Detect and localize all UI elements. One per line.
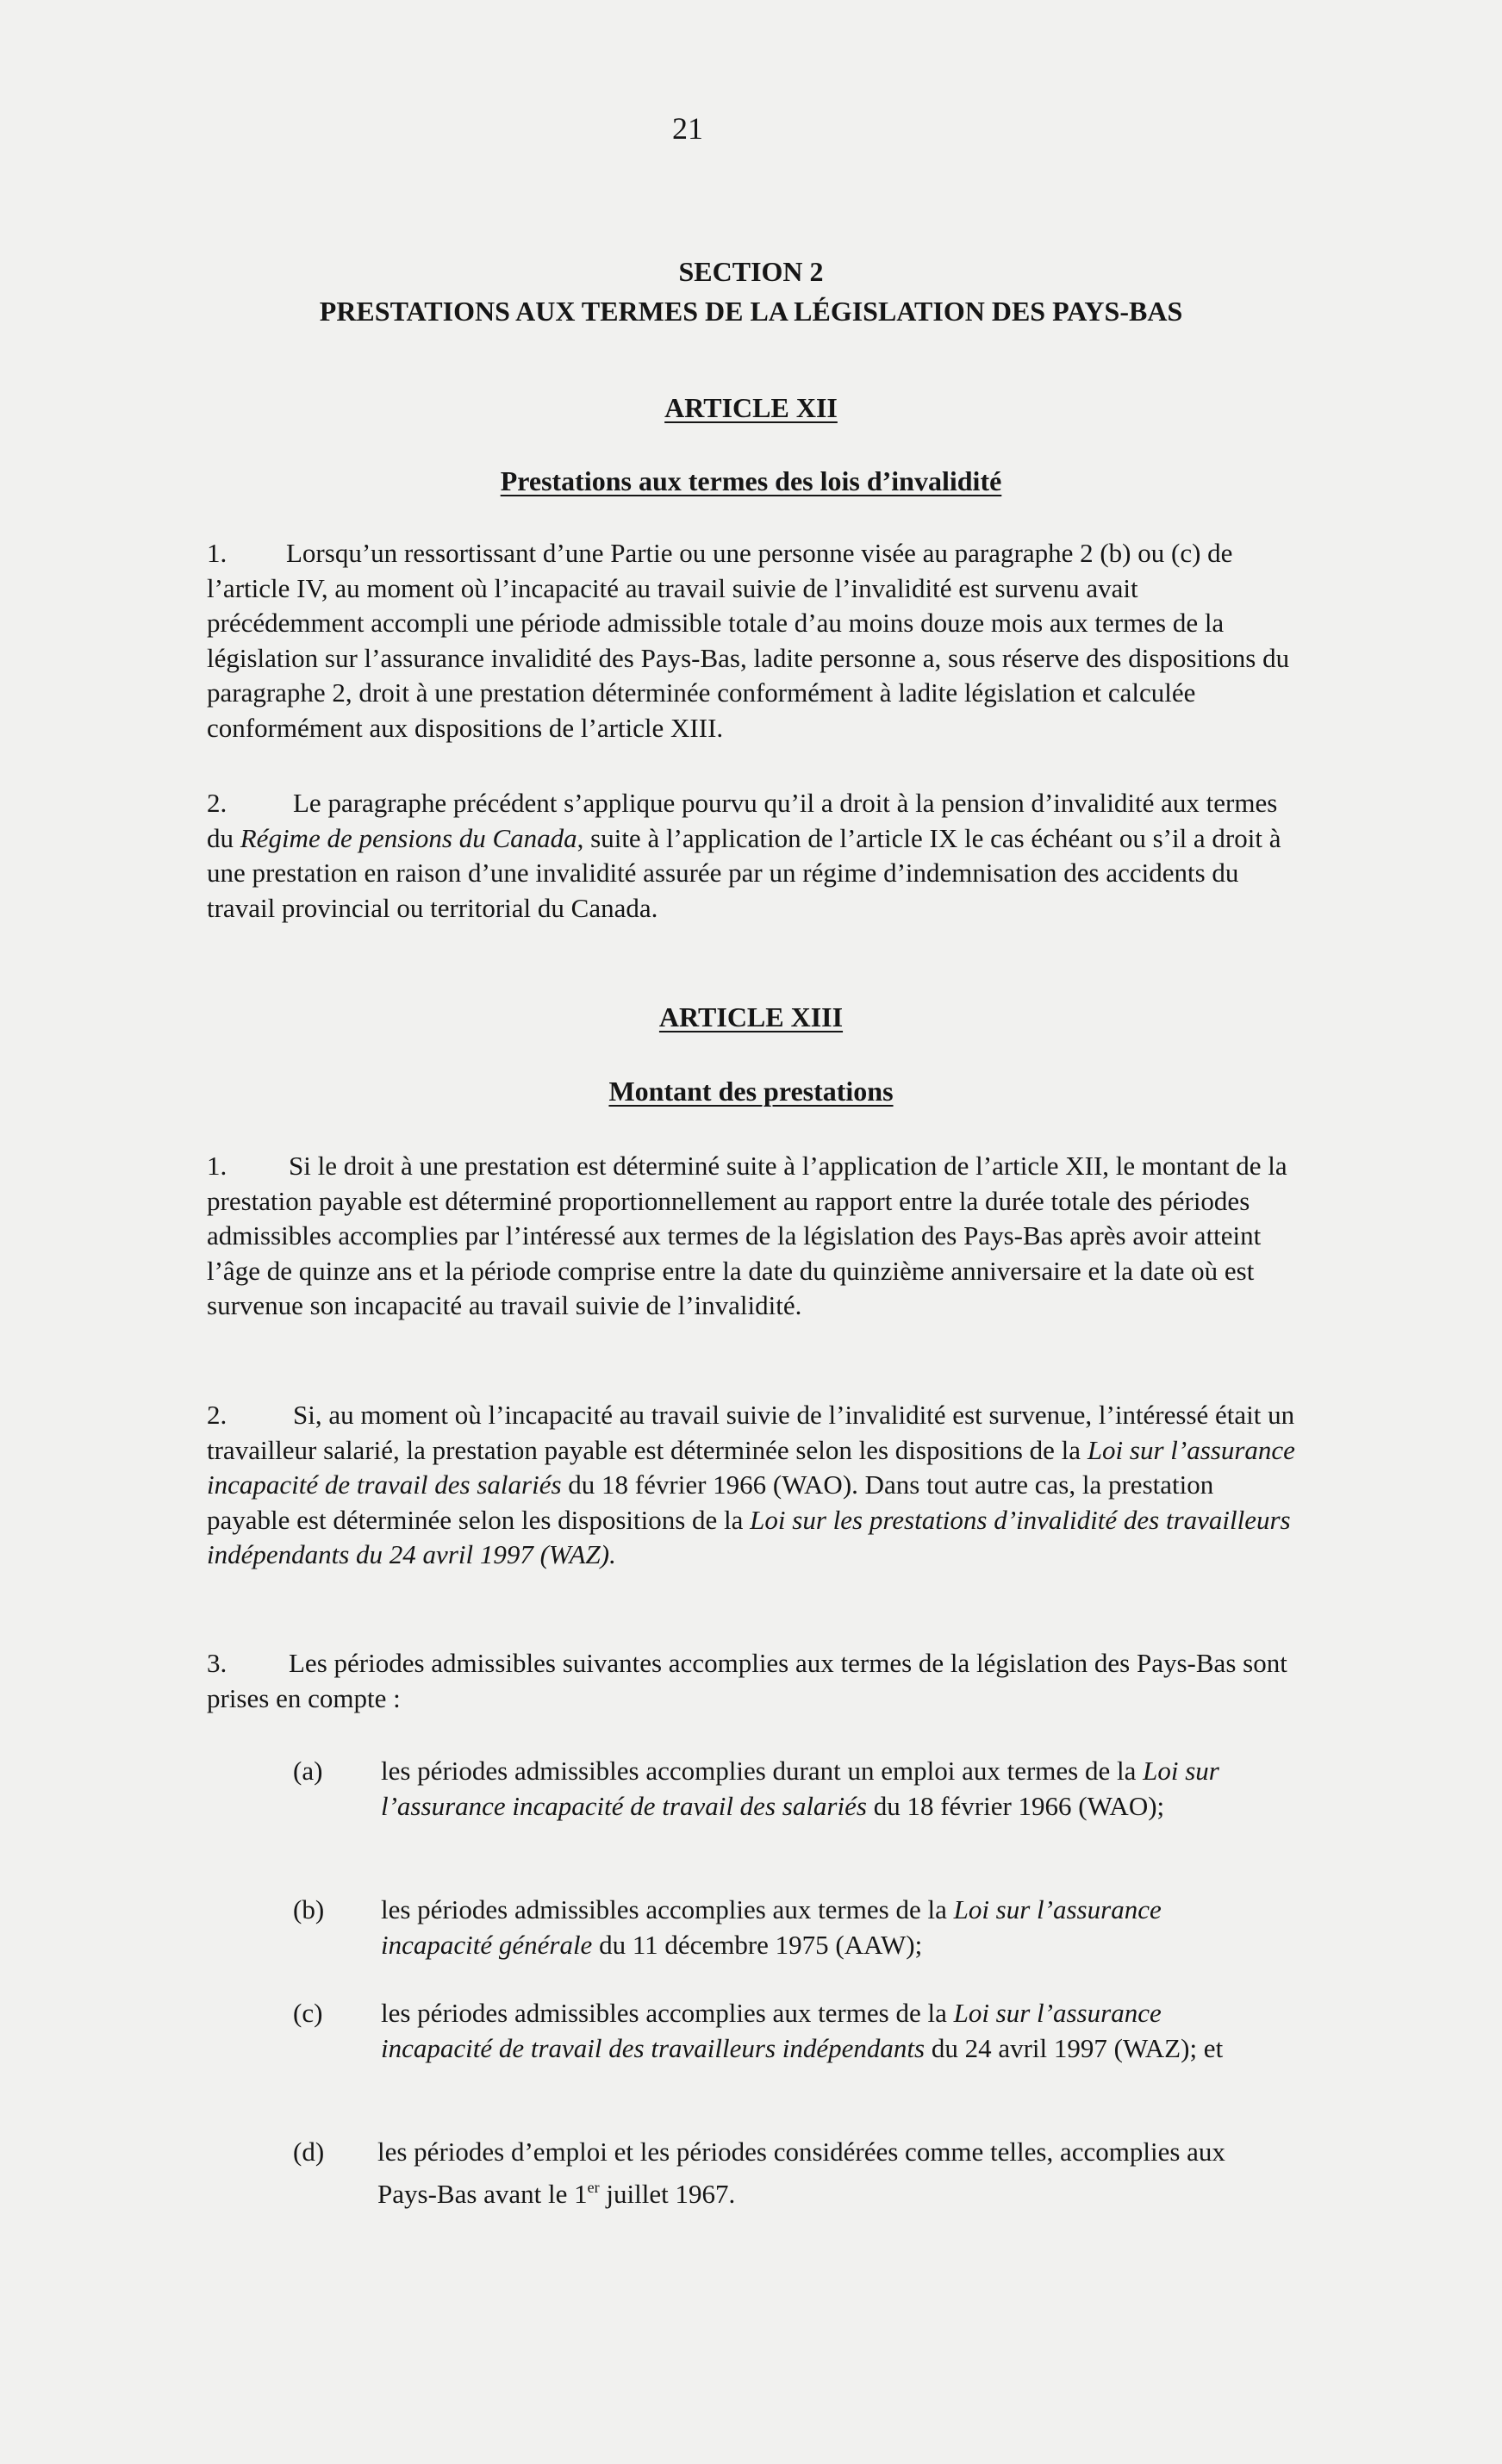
article-13-heading: ARTICLE XIII	[658, 1001, 844, 1032]
article-13-paragraph-2: 2. Si, au moment où l’incapacité au travail suivie de l’invalidité est survenue, l’intéressé était un travailleur salarié, la prestation payable est déterminée selon les dispositions de la Loi sur l’assurance incapacité de travail des salariés du 18 février 1966 (WAO). Dans tout autre cas, la prestation payable est déterminée selon les dispositions de la Loi sur les prestations d’invalidité des travailleurs indépendants du 24 avril 1997 (WAZ).	[207, 1400, 1295, 1569]
page-number: 21	[672, 111, 703, 146]
article-13-subheading: Montant des prestations	[608, 1076, 894, 1107]
article-13-paragraph-3: 3. Les périodes admissibles suivantes accomplies aux termes de la législation des Pays-Bas sont prises en compte :	[207, 1648, 1287, 1713]
section-title: SECTION 2	[678, 256, 824, 287]
article-12-subheading: Prestations aux termes des lois d’invalidité	[500, 465, 1002, 496]
section-heading	[0, 252, 1502, 331]
article-12-paragraph-2: 2. Le paragraphe précédent s’applique pourvu qu’il a droit à la pension d’invalidité aux termes du Régime de pensions du Canada, suite à l’application de l’article IX le cas échéant ou s’il a droit à une prestation en raison d’une invalidité assurée par un régime d’indemnisation des accidents du travail provincial ou territorial du Canada.	[207, 788, 1281, 923]
article-13-paragraph-1: 1. Si le droit à une prestation est déterminé suite à l’application de l’article XII, le montant de la prestation payable est déterminé proportionnellement au rapport entre la durée totale des périodes admissibles accomplies par l’intéressé aux termes de la législation des Pays-Bas après avoir atteint l’âge de quinze ans et la période comprise entre la date du quinzième anniversaire et la date où est survenue son incapacité au travail suivie de l’invalidité.	[207, 1151, 1287, 1320]
document-page: 21 SECTION 2 PRESTATIONS AUX TERMES DE LA LÉGISLATION DES PAYS-BAS ARTICLE XII Prestations aux termes des lois d’invalidité 1. Lorsqu’un ressortissant d’une Partie ou une personne visée au paragraphe 2 (b) ou (c) de l’article IV, au moment où l’incapacité au travail suivie de l’invalidité est survenu avait précédemment accompli une période admissible totale d’au moins douze mois aux termes de la législation sur l’assurance invalidité des Pays-Bas, ladite personne a, sous réserve des dispositions du paragraphe 2, droit à une prestation déterminée conformément à ladite législation et calculée conformément aux dispositions de l’article XIII. 2. Le paragraphe précédent s’applique pourvu qu’il a droit à la pension d’invalidité aux termes du Régime de pensions du Canada, suite à l’application de l’article IX le cas échéant ou s’il a droit à une prestation en raison d’une invalidité assurée par un régime d’indemnisation des accidents du travail provincial ou territorial du Canada. ARTICLE XIII Montant des prestations 1. Si le droit à une prestation est déterminé suite à l’application de l’article XII, le montant de la prestation payable est déterminé proportionnellement au rapport entre la durée totale des périodes admissibles accomplies par l’intéressé aux termes de la législation des Pays-Bas après avoir atteint l’âge de quinze ans et la période comprise entre la date du quinzième anniversaire et la date où est survenue son incapacité au travail suivie de l’invalidité. 2. Si, au moment où l’incapacité au travail suivie de l’invalidité est survenue, l’intéressé était un travailleur salarié, la prestation payable est déterminée selon les dispositions de la Loi sur l’assurance incapacité de travail des salariés du 18 février 1966 (WAO). Dans tout autre cas, la prestation payable est déterminée selon les dispositions de la Loi sur les prestations d’invalidité des travailleurs indépendants du 24 avril 1997 (WAZ). 3. Les périodes admissibles suivantes accomplies aux termes de la législation des Pays-Bas sont prises en compte : (a) les périodes admissibles accomplies durant un emploi aux termes de la Loi sur l’assurance incapacité de travail des salariés du 18 février 1966 (WAO); (b) les périodes admissibles accomplies aux termes de la Loi sur l’assurance incapacité générale du 11 décembre 1975 (AAW); (c) les périodes admissibles accomplies aux termes de la Loi sur l’assurance incapacité de travail des travailleurs indépendants du 24 avril 1997 (WAZ); et (d) les périodes d’emploi et les périodes considérées comme telles, accomplies aux Pays-Bas avant le 1er juillet 1967.	[0, 0, 1502, 2464]
article-12-heading: ARTICLE XII	[664, 392, 838, 423]
section-subtitle: PRESTATIONS AUX TERMES DE LA LÉGISLATION DES PAYS-BAS	[319, 296, 1183, 327]
article-12-paragraph-1: 1. Lorsqu’un ressortissant d’une Partie ou une personne visée au paragraphe 2 (b) ou (c) de l’article IV, au moment où l’incapacité au travail suivie de l’invalidité est survenu avait précédemment accompli une période admissible totale d’au moins douze mois aux termes de la législation sur l’assurance invalidité des Pays-Bas, ladite personne a, sous réserve des dispositions du paragraphe 2, droit à une prestation déterminée conformément à ladite législation et calculée conformément aux dispositions de l’article XIII.	[207, 538, 1290, 743]
